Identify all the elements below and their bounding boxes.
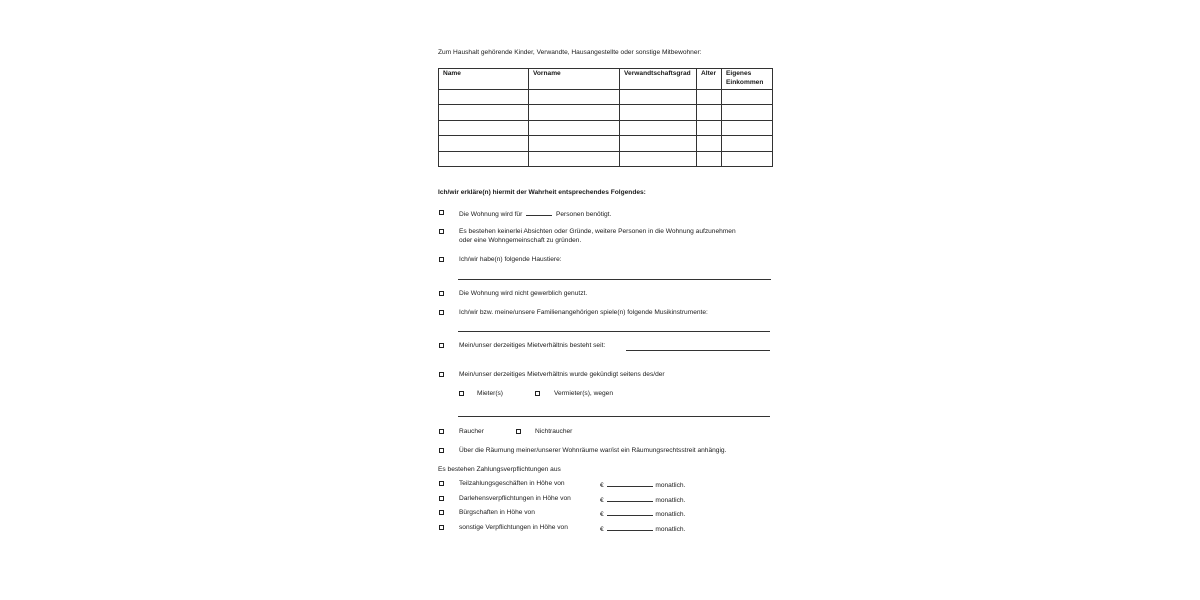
table-cell[interactable] [439,89,529,105]
column-header-age: Alter [697,69,722,90]
table-cell[interactable] [529,136,620,152]
checkbox-instruments[interactable] [439,310,444,315]
table-cell[interactable] [529,105,620,121]
table-cell[interactable] [722,105,773,121]
instruments-label: Ich/wir bzw. meine/unsere Familienangehörigen spiele(n) folgende Musikinstrumente: [459,309,708,316]
other-obligations-label: sonstige Verpflichtungen in Höhe von [459,524,568,531]
table-row [439,136,773,152]
column-header-name: Name [439,69,529,90]
table-cell[interactable] [697,136,722,152]
table-cell[interactable] [722,89,773,105]
eviction-label: Über die Räumung meiner/unserer Wohnräume war/ist ein Räumungsrechtsstreit anhängig. [459,447,727,454]
monthly-label: monatlich. [655,526,686,533]
other-obligations-amount-field[interactable] [607,525,653,531]
table-cell[interactable] [697,151,722,167]
persons-needed-statement [459,210,611,219]
loan-amount [600,496,685,505]
checkbox-tenant[interactable] [459,391,464,396]
table-cell[interactable] [439,105,529,121]
checkbox-smoker[interactable] [439,429,444,434]
no-intentions-line-2: oder eine Wohngemeinschaft zu gründen. [459,237,582,244]
table-cell[interactable] [697,120,722,136]
instruments-answer-line[interactable] [458,331,770,332]
guarantee-label: Bürgschaften in Höhe von [459,509,535,516]
table-cell[interactable] [722,151,773,167]
tenancy-since-answer-line[interactable] [626,350,770,351]
checkbox-not-commercial[interactable] [439,291,444,296]
checkbox-other-obligations[interactable] [439,525,444,530]
checkbox-eviction[interactable] [439,448,444,453]
currency-symbol: € [600,511,604,518]
currency-symbol: € [600,482,604,489]
column-header-relationship: Verwandtschaftsgrad [620,69,697,90]
table-cell[interactable] [439,120,529,136]
checkbox-tenancy-terminated[interactable] [439,372,444,377]
checkbox-no-intentions[interactable] [439,229,444,234]
checkbox-loan[interactable] [439,496,444,501]
tenant-label: Mieter(s) [477,390,504,397]
table-cell[interactable] [529,89,620,105]
table-cell[interactable] [722,120,773,136]
checkbox-installment[interactable] [439,481,444,486]
no-intentions-line-1: Es bestehen keinerlei Absichten oder Gründe, weitere Personen in die Wohnung aufzunehmen [459,228,736,235]
table-cell[interactable] [529,120,620,136]
non-smoker-label: Nichtraucher [535,428,573,435]
smoker-label: Raucher [459,428,484,435]
table-row [439,120,773,136]
declaration-heading: Ich/wir erkläre(n) hiermit der Wahrheit entsprechendes Folgendes: [438,189,646,196]
persons-needed-suffix: Personen benötigt. [555,211,612,218]
checkbox-non-smoker[interactable] [516,429,521,434]
termination-reason-line[interactable] [458,416,770,417]
table-row [439,151,773,167]
table-cell[interactable] [439,151,529,167]
monthly-label: monatlich. [655,482,686,489]
pets-answer-line[interactable] [458,279,771,280]
table-row [439,89,773,105]
table-header-row [439,69,773,90]
table-row [439,105,773,121]
monthly-label: monatlich. [655,497,686,504]
table-cell[interactable] [697,89,722,105]
loan-label: Darlehensverpflichtungen in Höhe von [459,495,571,502]
table-cell[interactable] [439,136,529,152]
checkbox-persons-needed[interactable] [439,210,444,215]
guarantee-amount [600,510,685,519]
currency-symbol: € [600,526,604,533]
monthly-label: monatlich. [655,511,686,518]
installment-amount [600,481,685,490]
pets-label: Ich/wir habe(n) folgende Haustiere: [459,256,562,263]
installment-label: Teilzahlungsgeschäften in Höhe von [459,480,565,487]
not-commercial-label: Die Wohnung wird nicht gewerblich genutzt. [459,290,588,297]
checkbox-tenancy-since[interactable] [439,343,444,348]
table-cell[interactable] [620,105,697,121]
column-header-income: Eigenes Einkommen [722,69,773,90]
persons-count-field[interactable] [526,210,552,216]
payments-heading: Es bestehen Zahlungsverpflichtungen aus [438,466,561,473]
table-cell[interactable] [722,136,773,152]
checkbox-guarantee[interactable] [439,510,444,515]
table-cell[interactable] [620,120,697,136]
loan-amount-field[interactable] [607,496,653,502]
checkbox-pets[interactable] [439,257,444,262]
landlord-label: Vermieter(s), wegen [554,390,613,397]
checkbox-landlord[interactable] [535,391,540,396]
other-obligations-amount [600,525,685,534]
table-cell[interactable] [697,105,722,121]
table-cell[interactable] [620,89,697,105]
installment-amount-field[interactable] [607,481,653,487]
table-cell[interactable] [529,151,620,167]
household-section-title: Zum Haushalt gehörende Kinder, Verwandte, Hausangestellte oder sonstige Mitbewohner: [438,49,702,56]
tenancy-terminated-label: Mein/unser derzeitiges Mietverhältnis wurde gekündigt seitens des/der [459,371,665,378]
household-table [438,68,773,167]
guarantee-amount-field[interactable] [607,510,653,516]
persons-needed-prefix: Die Wohnung wird für [459,211,523,218]
table-cell[interactable] [620,151,697,167]
currency-symbol: € [600,497,604,504]
column-header-vorname: Vorname [529,69,620,90]
tenancy-since-label: Mein/unser derzeitiges Mietverhältnis besteht seit: [459,342,606,349]
table-cell[interactable] [620,136,697,152]
